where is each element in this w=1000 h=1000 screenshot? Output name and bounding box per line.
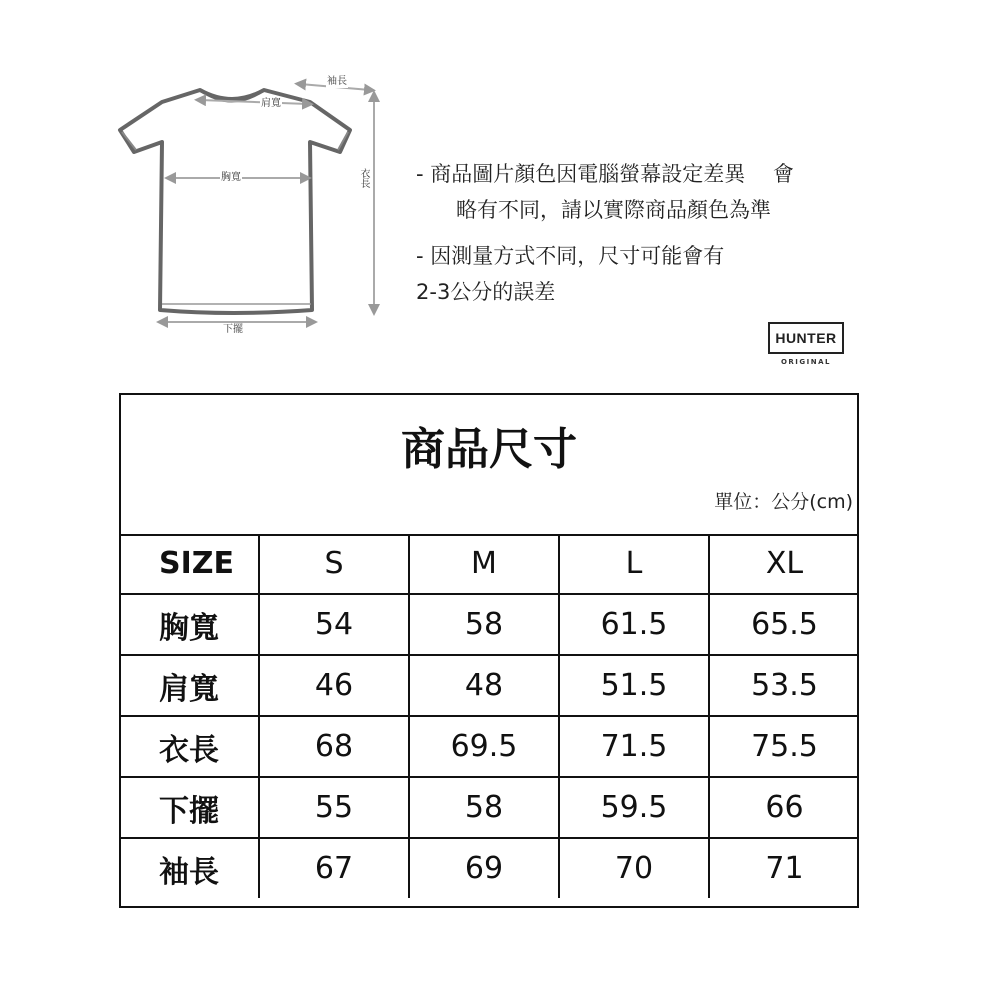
- size-chart: [119, 393, 859, 908]
- table-cell: 53.5: [709, 655, 859, 716]
- table-cell: 71.5: [559, 716, 709, 777]
- size-header-row: [121, 534, 859, 594]
- table-cell: 59.5: [559, 777, 709, 838]
- chest-width-label: 胸寬: [221, 172, 241, 183]
- table-cell: 66: [709, 777, 859, 838]
- table-row: [121, 655, 859, 716]
- table-cell: 51.5: [559, 655, 709, 716]
- size-table: [121, 534, 859, 898]
- note-measure-line1: - 因測量方式不同，尺寸可能會有: [416, 244, 725, 268]
- note-measure-line2: 2-3公分的誤差: [416, 280, 556, 304]
- size-chart-header: [121, 395, 857, 536]
- disclaimer-notes: [416, 156, 876, 310]
- table-cell: 48: [409, 655, 559, 716]
- size-chart-title: 商品尺寸: [401, 424, 577, 475]
- hem-width-label: 下擺: [223, 324, 243, 335]
- table-cell: 58: [409, 594, 559, 655]
- row-label: 胸寬: [121, 594, 259, 655]
- table-cell: 61.5: [559, 594, 709, 655]
- row-label: 下擺: [121, 777, 259, 838]
- brand-logo: [768, 322, 844, 366]
- note-color-line1: - 商品圖片顏色因電腦螢幕設定差異 會: [416, 162, 794, 186]
- table-row: [121, 777, 859, 838]
- header-cell-s: S: [259, 534, 409, 594]
- table-cell: 58: [409, 777, 559, 838]
- row-label: 肩寬: [121, 655, 259, 716]
- header-cell-size: SIZE: [121, 534, 259, 594]
- tshirt-measurement-diagram: [100, 60, 400, 350]
- row-label: 衣長: [121, 716, 259, 777]
- table-cell: 71: [709, 838, 859, 898]
- brand-name: HUNTER: [768, 322, 844, 354]
- note-color-line2: 略有不同，請以實際商品顏色為準: [456, 198, 771, 222]
- table-cell: 67: [259, 838, 409, 898]
- table-cell: 70: [559, 838, 709, 898]
- table-cell: 69: [409, 838, 559, 898]
- shoulder-width-label: 肩寬: [261, 98, 281, 109]
- table-cell: 54: [259, 594, 409, 655]
- table-cell: 55: [259, 777, 409, 838]
- table-cell: 65.5: [709, 594, 859, 655]
- header-cell-l: L: [559, 534, 709, 594]
- brand-sub: ORIGINAL: [780, 358, 832, 366]
- size-chart-unit: 單位：公分(cm): [714, 491, 853, 513]
- sleeve-length-label: 袖長: [327, 76, 347, 87]
- table-cell: 75.5: [709, 716, 859, 777]
- table-cell: 46: [259, 655, 409, 716]
- header-cell-xl: XL: [709, 534, 859, 594]
- body-length-label: 衣長: [358, 168, 369, 188]
- table-cell: 68: [259, 716, 409, 777]
- table-row: [121, 594, 859, 655]
- row-label: 袖長: [121, 838, 259, 898]
- table-row: [121, 838, 859, 898]
- table-cell: 69.5: [409, 716, 559, 777]
- tshirt-outline-icon: [100, 60, 400, 350]
- header-cell-m: M: [409, 534, 559, 594]
- table-row: [121, 716, 859, 777]
